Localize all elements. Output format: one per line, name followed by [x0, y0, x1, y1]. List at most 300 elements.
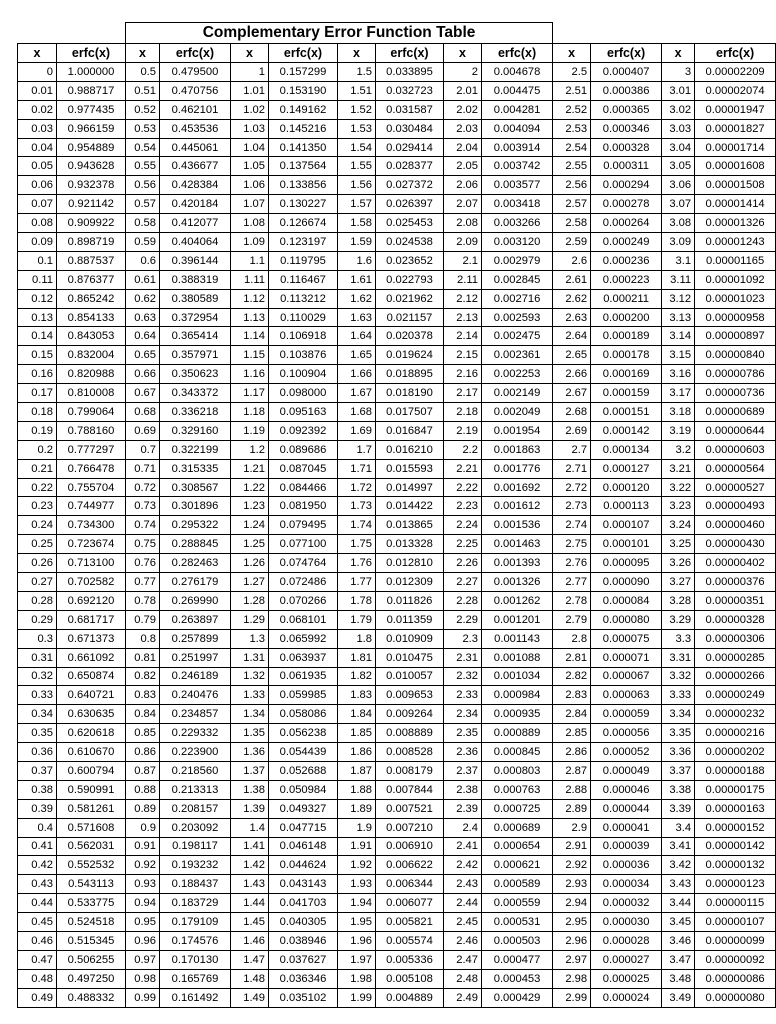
x-cell: 0.53: [126, 119, 160, 138]
erfc-cell: 0.000763: [482, 780, 553, 799]
x-cell: 1.05: [231, 157, 269, 176]
table-row: [18, 440, 776, 459]
erfc-cell: 0.008179: [376, 761, 444, 780]
x-cell: 1.27: [231, 573, 269, 592]
x-cell: 3.08: [662, 214, 695, 233]
erfc-cell: 0.010909: [376, 629, 444, 648]
erfc-cell: 0.054439: [269, 743, 338, 762]
erfc-cell: 0.533775: [57, 894, 126, 913]
erfc-cell: 0.000027: [591, 950, 662, 969]
erfc-cell: 0.013865: [376, 516, 444, 535]
erfc-cell: 0.713100: [57, 554, 126, 573]
x-cell: 2.84: [553, 705, 591, 724]
erfc-cell: 0.170130: [160, 950, 231, 969]
x-cell: 2.45: [444, 913, 482, 932]
erfc-cell: 0.380589: [160, 289, 231, 308]
erfc-cell: 0.003266: [482, 214, 553, 233]
erfc-cell: 0.854133: [57, 308, 126, 327]
erfc-cell: 0.954889: [57, 138, 126, 157]
erfc-cell: 0.702582: [57, 573, 126, 592]
erfc-cell: 0.072486: [269, 573, 338, 592]
erfc-cell: 0.000689: [482, 818, 553, 837]
erfc-cell: 0.000063: [591, 686, 662, 705]
erfc-cell: 0.988717: [57, 81, 126, 100]
x-cell: 2.76: [553, 554, 591, 573]
erfc-cell: 0.257899: [160, 629, 231, 648]
erfc-cell: 0.123197: [269, 233, 338, 252]
x-cell: 0.98: [126, 969, 160, 988]
erfc-cell: 0.000935: [482, 705, 553, 724]
erfc-cell: 0.00001508: [695, 176, 776, 195]
erfc-cell: 0.00000689: [695, 403, 776, 422]
x-cell: 0.33: [18, 686, 57, 705]
erfc-cell: 0.832004: [57, 346, 126, 365]
erfc-cell: 0.021157: [376, 308, 444, 327]
x-cell: 2.74: [553, 516, 591, 535]
erfc-cell: 0.00000266: [695, 667, 776, 686]
erfc-cell: 0.000386: [591, 81, 662, 100]
erfc-cell: 0.003418: [482, 195, 553, 214]
erfc-cell: 0.001863: [482, 440, 553, 459]
x-cell: 0.93: [126, 875, 160, 894]
erfc-cell: 0.734300: [57, 516, 126, 535]
x-cell: 1.17: [231, 384, 269, 403]
erfc-cell: 0.000113: [591, 497, 662, 516]
erfc-cell: 0.011359: [376, 610, 444, 629]
x-cell: 2.08: [444, 214, 482, 233]
erfc-cell: 0.246189: [160, 667, 231, 686]
x-cell: 1.37: [231, 761, 269, 780]
x-cell: 0.69: [126, 421, 160, 440]
erfc-cell: 0.000080: [591, 610, 662, 629]
x-cell: 2.28: [444, 591, 482, 610]
erfc-cell: 0.590991: [57, 780, 126, 799]
erfc-cell: 0.003577: [482, 176, 553, 195]
x-cell: 1.26: [231, 554, 269, 573]
x-cell: 0.42: [18, 856, 57, 875]
erfc-cell: 0.012309: [376, 573, 444, 592]
erfc-cell: 0.005574: [376, 931, 444, 950]
erfc-cell: 0.462101: [160, 100, 231, 119]
x-cell: 2.72: [553, 478, 591, 497]
x-cell: 1.94: [338, 894, 376, 913]
erfc-cell: 0.00000107: [695, 913, 776, 932]
erfc-cell: 0.149162: [269, 100, 338, 119]
erfc-cell: 0.000453: [482, 969, 553, 988]
erfc-cell: 0.000531: [482, 913, 553, 932]
erfc-table: [17, 22, 776, 1008]
erfc-cell: 0.006910: [376, 837, 444, 856]
erfc-cell: 0.000024: [591, 988, 662, 1007]
x-cell: 1.07: [231, 195, 269, 214]
erfc-cell: 0.000044: [591, 799, 662, 818]
x-cell: 2.75: [553, 535, 591, 554]
x-cell: 1.61: [338, 270, 376, 289]
x-cell: 0.19: [18, 421, 57, 440]
x-cell: 1.92: [338, 856, 376, 875]
x-cell: 2.56: [553, 176, 591, 195]
x-cell: 3.4: [662, 818, 695, 837]
x-cell: 2.42: [444, 856, 482, 875]
x-cell: 0.47: [18, 950, 57, 969]
x-cell: 3.48: [662, 969, 695, 988]
x-cell: 1.9: [338, 818, 376, 837]
erfc-cell: 0.084466: [269, 478, 338, 497]
table-row: [18, 535, 776, 554]
x-cell: 2.63: [553, 308, 591, 327]
table-row: [18, 403, 776, 422]
x-cell: 0.07: [18, 195, 57, 214]
erfc-cell: 0.000169: [591, 365, 662, 384]
column-header-x: x: [338, 44, 376, 63]
erfc-cell: 0.116467: [269, 270, 338, 289]
erfc-cell: 0.074764: [269, 554, 338, 573]
x-cell: 2.61: [553, 270, 591, 289]
erfc-cell: 0.000120: [591, 478, 662, 497]
erfc-cell: 0.002253: [482, 365, 553, 384]
erfc-cell: 0.022793: [376, 270, 444, 289]
erfc-cell: 0.000236: [591, 251, 662, 270]
blank-cell: [591, 23, 662, 44]
erfc-cell: 0.755704: [57, 478, 126, 497]
x-cell: 0.44: [18, 894, 57, 913]
erfc-cell: 0.506255: [57, 950, 126, 969]
erfc-cell: 0.004678: [482, 63, 553, 82]
erfc-cell: 0.820988: [57, 365, 126, 384]
x-cell: 2.46: [444, 931, 482, 950]
x-cell: 1.81: [338, 648, 376, 667]
x-cell: 1.44: [231, 894, 269, 913]
table-row: [18, 384, 776, 403]
x-cell: 3.02: [662, 100, 695, 119]
x-cell: 0.2: [18, 440, 57, 459]
table-row: [18, 270, 776, 289]
table-row: [18, 629, 776, 648]
x-cell: 2.53: [553, 119, 591, 138]
x-cell: 0.78: [126, 591, 160, 610]
erfc-cell: 0.301896: [160, 497, 231, 516]
erfc-cell: 0.000059: [591, 705, 662, 724]
x-cell: 1.54: [338, 138, 376, 157]
x-cell: 0.91: [126, 837, 160, 856]
erfc-cell: 0.00000897: [695, 327, 776, 346]
erfc-cell: 0.00000202: [695, 743, 776, 762]
erfc-cell: 0.003120: [482, 233, 553, 252]
x-cell: 1.08: [231, 214, 269, 233]
x-cell: 2.5: [553, 63, 591, 82]
x-cell: 1.62: [338, 289, 376, 308]
x-cell: 0.81: [126, 648, 160, 667]
erfc-cell: 0.650874: [57, 667, 126, 686]
x-cell: 1.5: [338, 63, 376, 82]
erfc-cell: 0.002845: [482, 270, 553, 289]
x-cell: 2.73: [553, 497, 591, 516]
x-cell: 1.82: [338, 667, 376, 686]
x-cell: 2.71: [553, 459, 591, 478]
x-cell: 2.17: [444, 384, 482, 403]
title-row: [18, 23, 776, 44]
column-header-x: x: [231, 44, 269, 63]
erfc-cell: 0.000346: [591, 119, 662, 138]
erfc-cell: 0.003914: [482, 138, 553, 157]
erfc-cell: 0.00000232: [695, 705, 776, 724]
erfc-cell: 0.420184: [160, 195, 231, 214]
x-cell: 0.97: [126, 950, 160, 969]
erfc-cell: 0.161492: [160, 988, 231, 1007]
erfc-cell: 0.357971: [160, 346, 231, 365]
x-cell: 0.35: [18, 724, 57, 743]
erfc-cell: 0.00000080: [695, 988, 776, 1007]
x-cell: 2.3: [444, 629, 482, 648]
x-cell: 2.1: [444, 251, 482, 270]
x-cell: 3.1: [662, 251, 695, 270]
x-cell: 3.29: [662, 610, 695, 629]
x-cell: 2.9: [553, 818, 591, 837]
table-row: [18, 176, 776, 195]
erfc-cell: 0.00000376: [695, 573, 776, 592]
x-cell: 0.16: [18, 365, 57, 384]
erfc-cell: 0.001262: [482, 591, 553, 610]
erfc-cell: 0.000142: [591, 421, 662, 440]
erfc-cell: 0.023652: [376, 251, 444, 270]
erfc-cell: 0.198117: [160, 837, 231, 856]
x-cell: 3.21: [662, 459, 695, 478]
x-cell: 1.16: [231, 365, 269, 384]
x-cell: 0.36: [18, 743, 57, 762]
x-cell: 2.52: [553, 100, 591, 119]
erfc-cell: 0.113212: [269, 289, 338, 308]
column-header-x: x: [444, 44, 482, 63]
x-cell: 2.98: [553, 969, 591, 988]
erfc-cell: 0.744977: [57, 497, 126, 516]
erfc-cell: 0.068101: [269, 610, 338, 629]
x-cell: 2.89: [553, 799, 591, 818]
erfc-cell: 0.001143: [482, 629, 553, 648]
erfc-cell: 0.000189: [591, 327, 662, 346]
x-cell: 0.68: [126, 403, 160, 422]
x-cell: 0.61: [126, 270, 160, 289]
x-cell: 2.77: [553, 573, 591, 592]
erfc-cell: 0.000034: [591, 875, 662, 894]
erfc-cell: 0.898719: [57, 233, 126, 252]
x-cell: 3.13: [662, 308, 695, 327]
erfc-cell: 0.00001092: [695, 270, 776, 289]
erfc-cell: 0.001612: [482, 497, 553, 516]
x-cell: 1.49: [231, 988, 269, 1007]
x-cell: 1.36: [231, 743, 269, 762]
erfc-cell: 0.047715: [269, 818, 338, 837]
x-cell: 0.95: [126, 913, 160, 932]
erfc-cell: 0.000039: [591, 837, 662, 856]
x-cell: 3.06: [662, 176, 695, 195]
x-cell: 2.86: [553, 743, 591, 762]
table-row: [18, 346, 776, 365]
erfc-cell: 0.015593: [376, 459, 444, 478]
x-cell: 1.28: [231, 591, 269, 610]
x-cell: 1.91: [338, 837, 376, 856]
erfc-cell: 0.095163: [269, 403, 338, 422]
x-cell: 0.72: [126, 478, 160, 497]
erfc-cell: 0.610670: [57, 743, 126, 762]
x-cell: 0.12: [18, 289, 57, 308]
table-row: [18, 289, 776, 308]
x-cell: 1.13: [231, 308, 269, 327]
erfc-cell: 0.001463: [482, 535, 553, 554]
erfc-cell: 0.079495: [269, 516, 338, 535]
x-cell: 3.12: [662, 289, 695, 308]
x-cell: 0.96: [126, 931, 160, 950]
x-cell: 2.23: [444, 497, 482, 516]
erfc-cell: 0.00000249: [695, 686, 776, 705]
table-row: [18, 761, 776, 780]
erfc-cell: 0.070266: [269, 591, 338, 610]
table-row: [18, 818, 776, 837]
erfc-cell: 0.00000736: [695, 384, 776, 403]
erfc-cell: 0.00000840: [695, 346, 776, 365]
x-cell: 0.48: [18, 969, 57, 988]
x-cell: 1.33: [231, 686, 269, 705]
x-cell: 3.39: [662, 799, 695, 818]
erfc-cell: 0.00000493: [695, 497, 776, 516]
erfc-cell: 0.126674: [269, 214, 338, 233]
x-cell: 3.31: [662, 648, 695, 667]
x-cell: 0.56: [126, 176, 160, 195]
x-cell: 0.37: [18, 761, 57, 780]
x-cell: 1.56: [338, 176, 376, 195]
erfc-cell: 0.000264: [591, 214, 662, 233]
erfc-cell: 0.229332: [160, 724, 231, 743]
erfc-cell: 0.004281: [482, 100, 553, 119]
table-row: [18, 308, 776, 327]
x-cell: 2.07: [444, 195, 482, 214]
table-row: [18, 875, 776, 894]
x-cell: 3.36: [662, 743, 695, 762]
x-cell: 1.87: [338, 761, 376, 780]
x-cell: 2.18: [444, 403, 482, 422]
x-cell: 2.57: [553, 195, 591, 214]
x-cell: 1.76: [338, 554, 376, 573]
erfc-cell: 0.003742: [482, 157, 553, 176]
erfc-cell: 0.028377: [376, 157, 444, 176]
x-cell: 3.23: [662, 497, 695, 516]
erfc-cell: 0.000049: [591, 761, 662, 780]
erfc-cell: 0.00000175: [695, 780, 776, 799]
erfc-cell: 0.00001165: [695, 251, 776, 270]
x-cell: 0.55: [126, 157, 160, 176]
x-cell: 2: [444, 63, 482, 82]
table-row: [18, 138, 776, 157]
erfc-cell: 0.052688: [269, 761, 338, 780]
x-cell: 2.55: [553, 157, 591, 176]
erfc-cell: 0.026397: [376, 195, 444, 214]
x-cell: 0.21: [18, 459, 57, 478]
erfc-cell: 0.404064: [160, 233, 231, 252]
x-cell: 0.39: [18, 799, 57, 818]
erfc-cell: 0.315335: [160, 459, 231, 478]
erfc-cell: 0.276179: [160, 573, 231, 592]
x-cell: 1.8: [338, 629, 376, 648]
x-cell: 2.49: [444, 988, 482, 1007]
x-cell: 2.25: [444, 535, 482, 554]
erfc-cell: 0.00000564: [695, 459, 776, 478]
erfc-cell: 0.240476: [160, 686, 231, 705]
x-cell: 1.35: [231, 724, 269, 743]
x-cell: 0.31: [18, 648, 57, 667]
x-cell: 2.6: [553, 251, 591, 270]
x-cell: 3.34: [662, 705, 695, 724]
erfc-cell: 0.000046: [591, 780, 662, 799]
erfc-cell: 0.141350: [269, 138, 338, 157]
erfc-cell: 0.000025: [591, 969, 662, 988]
table-row: [18, 591, 776, 610]
erfc-cell: 0.671373: [57, 629, 126, 648]
x-cell: 0.57: [126, 195, 160, 214]
erfc-cell: 0.001692: [482, 478, 553, 497]
x-cell: 1.03: [231, 119, 269, 138]
erfc-cell: 0.019624: [376, 346, 444, 365]
erfc-cell: 0.343372: [160, 384, 231, 403]
x-cell: 0.11: [18, 270, 57, 289]
erfc-cell: 0.081950: [269, 497, 338, 516]
column-header-x: x: [18, 44, 57, 63]
erfc-cell: 0.00000163: [695, 799, 776, 818]
x-cell: 2.41: [444, 837, 482, 856]
erfc-cell: 0.251997: [160, 648, 231, 667]
x-cell: 0.71: [126, 459, 160, 478]
erfc-cell: 0.016210: [376, 440, 444, 459]
x-cell: 2.81: [553, 648, 591, 667]
x-cell: 1.98: [338, 969, 376, 988]
x-cell: 2.29: [444, 610, 482, 629]
x-cell: 3.27: [662, 573, 695, 592]
x-cell: 1.51: [338, 81, 376, 100]
erfc-cell: 0.001201: [482, 610, 553, 629]
x-cell: 1.12: [231, 289, 269, 308]
x-cell: 2.88: [553, 780, 591, 799]
table-row: [18, 195, 776, 214]
x-cell: 1.01: [231, 81, 269, 100]
erfc-cell: 0.049327: [269, 799, 338, 818]
erfc-cell: 0.396144: [160, 251, 231, 270]
x-cell: 2.27: [444, 573, 482, 592]
erfc-cell: 0.017507: [376, 403, 444, 422]
erfc-cell: 0.000503: [482, 931, 553, 950]
erfc-cell: 0.153190: [269, 81, 338, 100]
erfc-cell: 0.000249: [591, 233, 662, 252]
x-cell: 2.16: [444, 365, 482, 384]
x-cell: 2.37: [444, 761, 482, 780]
x-cell: 0.94: [126, 894, 160, 913]
table-row: [18, 705, 776, 724]
erfc-cell: 0.103876: [269, 346, 338, 365]
erfc-cell: 0.329160: [160, 421, 231, 440]
table-row: [18, 327, 776, 346]
x-cell: 2.01: [444, 81, 482, 100]
column-header-erfc: erfc(x): [591, 44, 662, 63]
table-row: [18, 157, 776, 176]
x-cell: 1.74: [338, 516, 376, 535]
erfc-cell: 0.000095: [591, 554, 662, 573]
x-cell: 0.65: [126, 346, 160, 365]
column-header-x: x: [126, 44, 160, 63]
erfc-cell: 0.004889: [376, 988, 444, 1007]
x-cell: 0.8: [126, 629, 160, 648]
erfc-cell: 0.050984: [269, 780, 338, 799]
table-row: [18, 554, 776, 573]
erfc-cell: 0.412077: [160, 214, 231, 233]
erfc-cell: 0.00000123: [695, 875, 776, 894]
x-cell: 2.8: [553, 629, 591, 648]
